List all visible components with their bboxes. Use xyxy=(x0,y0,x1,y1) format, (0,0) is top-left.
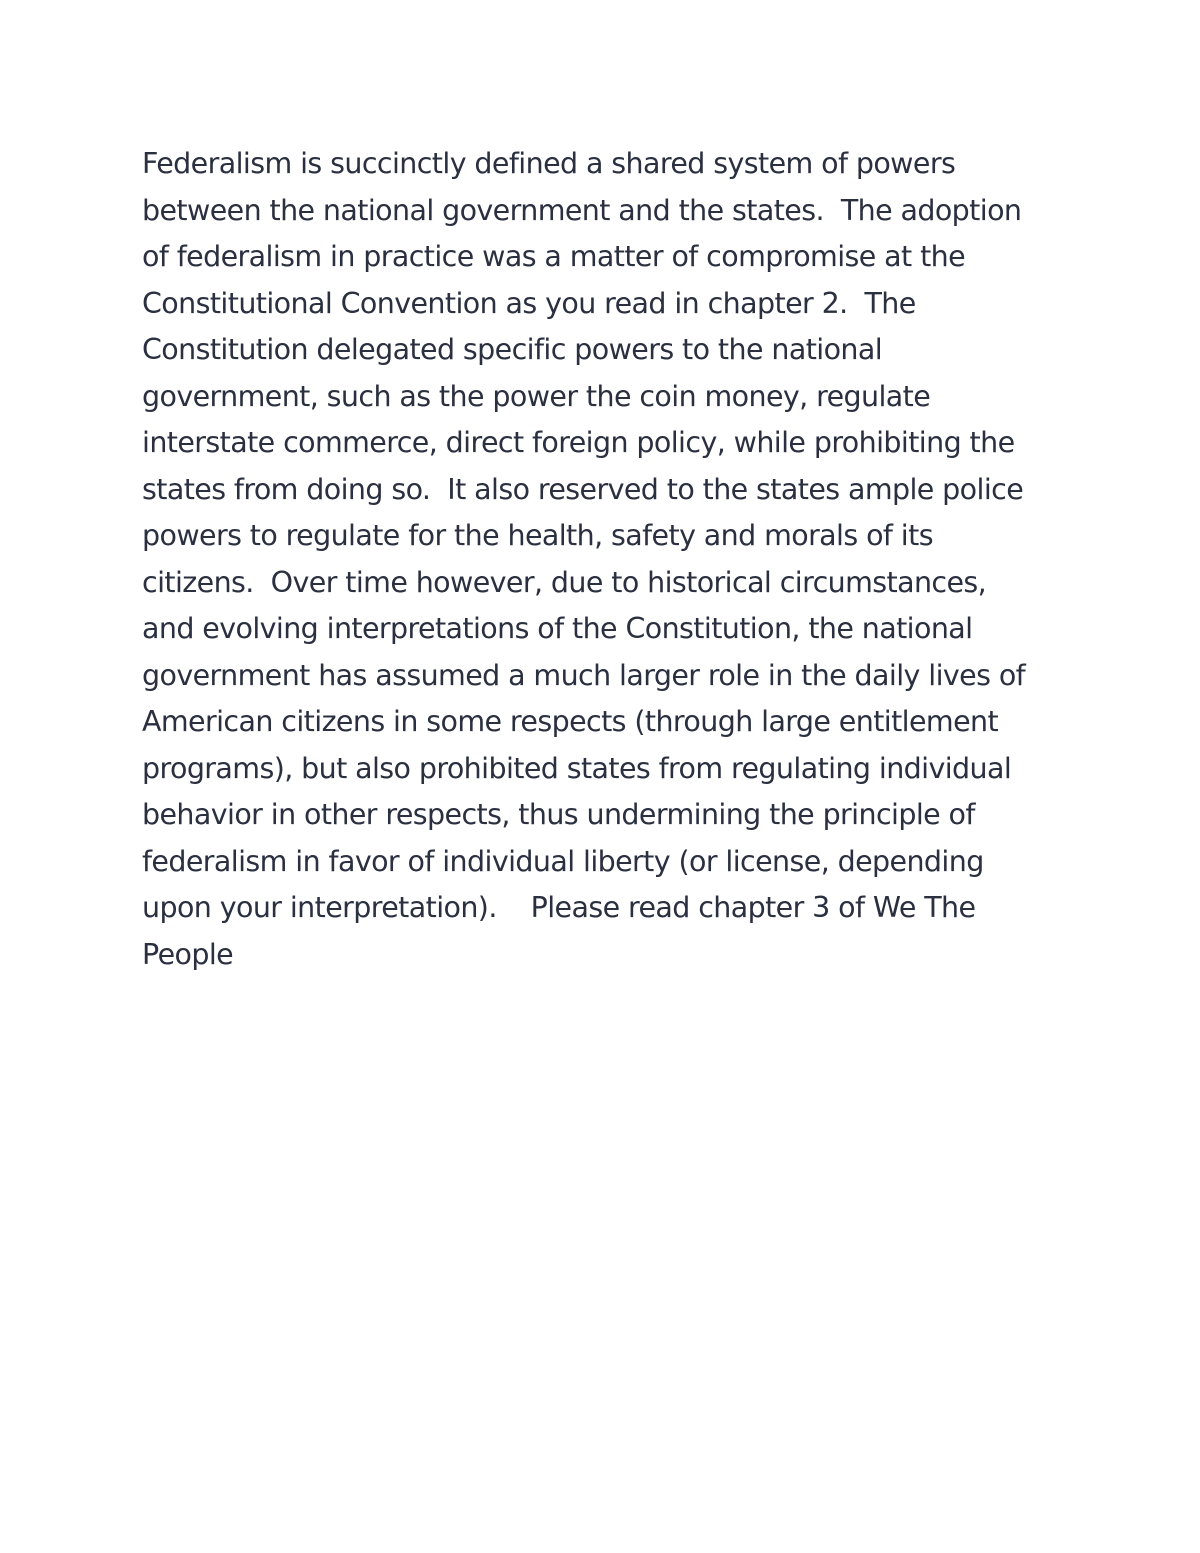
paragraph-line: programs), but also prohibited states from regulating individual xyxy=(142,751,1012,785)
paragraph-line: government, such as the power the coin money, regulate xyxy=(142,379,931,413)
paragraph-line: Federalism is succinctly defined a shared system of powers xyxy=(142,147,956,180)
paragraph-line: of federalism in practice was a matter of compromise at the xyxy=(142,240,966,273)
paragraph-line: upon your interpretation). Please read chapter 3 of We The xyxy=(142,891,976,924)
paragraph-line: states from doing so. It also reserved to the states ample police xyxy=(142,472,1024,506)
body-paragraph xyxy=(142,141,1082,978)
paragraph-line: interstate commerce, direct foreign policy, while prohibiting the xyxy=(142,426,1015,459)
paragraph-line: powers to regulate for the health, safety and morals of its xyxy=(142,519,933,552)
paragraph-line: citizens. Over time however, due to historical circumstances, xyxy=(142,565,987,599)
paragraph-line: American citizens in some respects (through large entitlement xyxy=(142,705,999,738)
paragraph-line: between the national government and the states. The adoption xyxy=(142,193,1022,227)
paragraph-line: Constitutional Convention as you read in chapter 2. The xyxy=(142,286,916,320)
paragraph-line: federalism in favor of individual liberty (or license, depending xyxy=(142,844,984,878)
paragraph-line: government has assumed a much larger role in the daily lives of xyxy=(142,658,1026,692)
paragraph-line: Constitution delegated specific powers to the national xyxy=(142,333,883,366)
paragraph-line: People xyxy=(142,937,234,971)
paragraph-line: and evolving interpretations of the Constitution, the national xyxy=(142,612,973,645)
paragraph-line: behavior in other respects, thus undermining the principle of xyxy=(142,798,975,831)
